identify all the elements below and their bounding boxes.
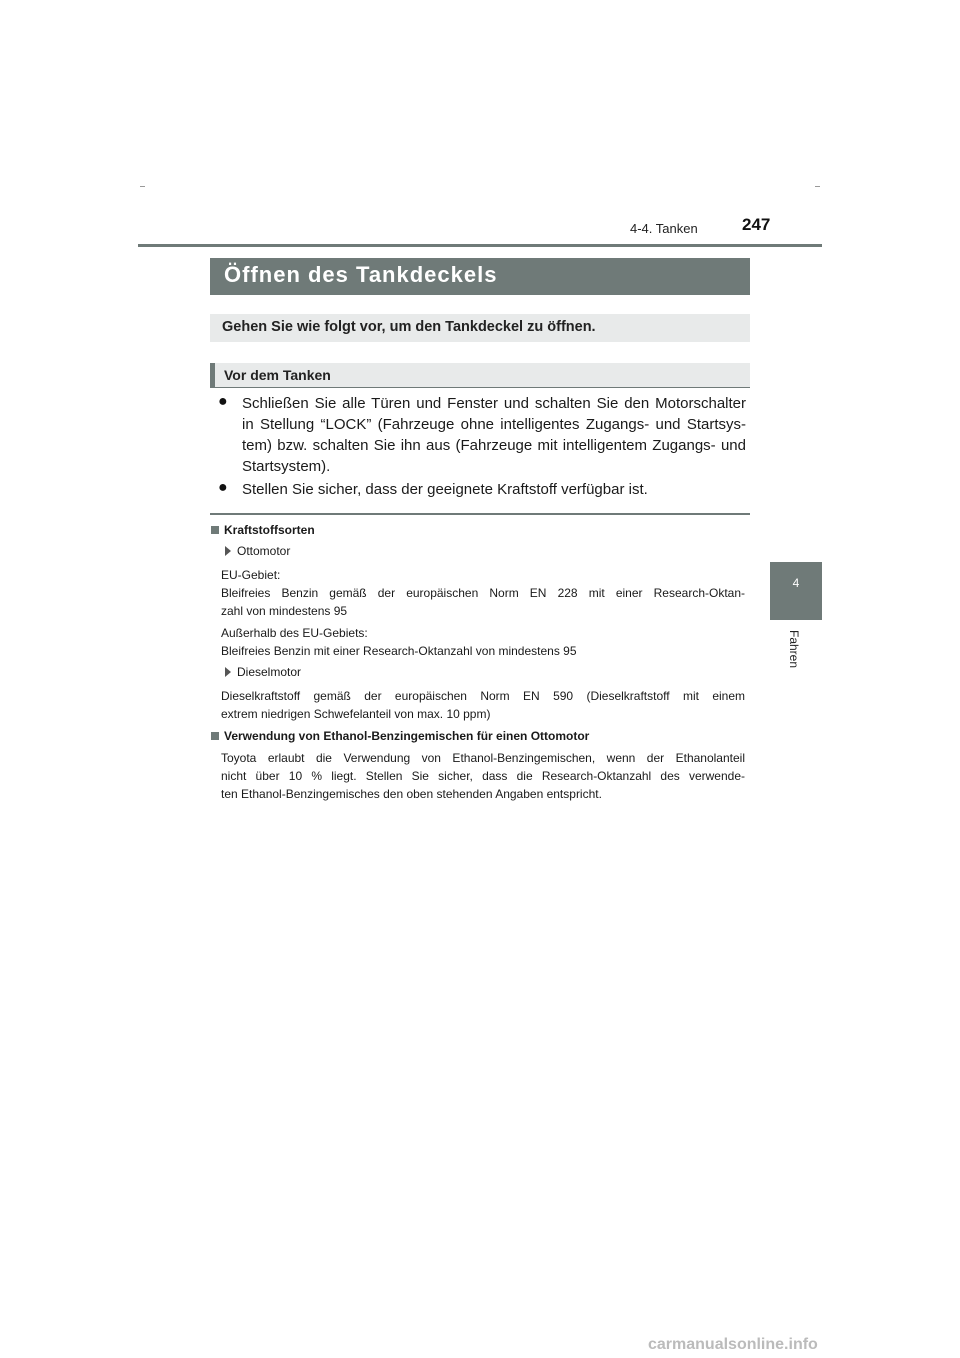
chapter-heading: 4-4. Tanken: [630, 221, 698, 236]
subheading: Vor dem Tanken: [224, 367, 331, 383]
crop-mark-left: [140, 186, 145, 187]
section-divider: [210, 513, 750, 515]
square-icon: [211, 526, 219, 534]
bullet-line: tem) bzw. schalten Sie ihn aus (Fahrzeuge mit intelligentem Zugangs- und: [242, 437, 746, 454]
diesel-paragraph: Dieselkraftstoff gemäß der europäischen Norm EN 590 (Dieselkraftstoff mit einem extrem niedrigen Schwefelanteil von max. 10 ppm): [221, 689, 745, 721]
intro-box: [210, 314, 750, 342]
chapter-tab-label: Fahren: [787, 630, 801, 669]
chapter-tab: [770, 562, 822, 620]
note-heading-fuel-types: Kraftstoffsorten: [211, 523, 315, 537]
eu-paragraph: EU-Gebiet: Bleifreies Benzin gemäß der europäischen Norm EN 228 mit einer Research-Oktan- zahl von mindestens 95: [221, 568, 745, 618]
bullet-line: Schließen Sie alle Türen und Fenster und schalten Sie den Motorschalter: [242, 395, 746, 412]
arrow-right-icon: [225, 546, 231, 556]
note-heading-ethanol: Verwendung von Ethanol-Benzingemischen für einen Ottomotor: [211, 729, 589, 743]
section-title: Öffnen des Tankdeckels: [224, 262, 498, 287]
intro-text: Gehen Sie wie folgt vor, um den Tankdeckel zu öffnen.: [222, 319, 596, 335]
non-eu-paragraph: Außerhalb des EU-Gebiets: Bleifreies Benzin mit einer Research-Oktanzahl von mindestens 95: [221, 626, 577, 658]
section-title-bar: [210, 258, 750, 295]
square-icon: [211, 732, 219, 740]
bullet-line: in Stellung “LOCK” (Fahrzeuge ohne intelligentes Zugangs- und Startsys-: [242, 416, 746, 433]
watermark: carmanualsonline.info: [648, 1336, 818, 1353]
bullet-line: Startsystem).: [242, 458, 331, 475]
petrol-label: Ottomotor: [225, 544, 290, 558]
header-rule: [138, 244, 822, 247]
arrow-right-icon: [225, 667, 231, 677]
bullet-line: Stellen Sie sicher, dass der geeignete Kraftstoff verfügbar ist.: [242, 481, 648, 498]
ethanol-paragraph: Toyota erlaubt die Verwendung von Ethanol-Benzingemischen, wenn der Ethanolanteil nicht über 10 % liegt. Stellen Sie sicher, dass die Research-Oktanzahl des verwende- ten Ethanol-Benzingemisches den oben stehenden Angaben entspricht.: [221, 751, 745, 801]
bullet-icon: ●: [218, 393, 228, 410]
bullet-item: [242, 479, 746, 500]
crop-mark-right: [815, 186, 820, 187]
chapter-tab-number: 4: [792, 576, 800, 590]
bullet-item: [242, 393, 746, 477]
page-number: 247: [742, 215, 771, 234]
bullet-icon: ●: [218, 479, 228, 496]
subheading-marker: [210, 363, 215, 387]
subheading-box: [210, 363, 750, 388]
diesel-label: Dieselmotor: [225, 665, 301, 679]
